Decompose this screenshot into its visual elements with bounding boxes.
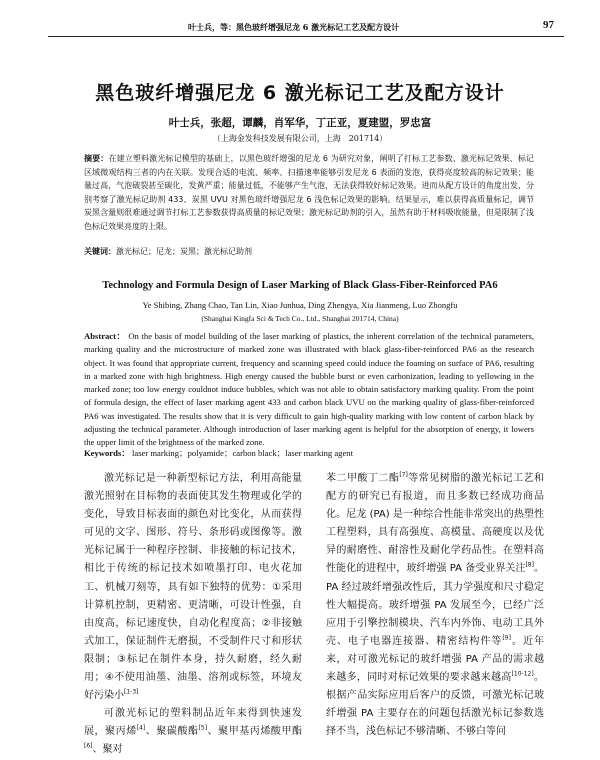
chinese-keywords-text: 激光标记；尼龙；炭黑；激光标记助剂 [116,247,252,256]
body-text: 。根据产品实际应用后客户的反馈，可激光标记玻纤增强 PA 主要存在的问题包括激光标记参数选择不当，浅色标记不够清晰、不够白等问 [326,672,545,738]
english-abstract [84,330,534,450]
running-header [48,14,564,37]
english-authors: Ye Shibing, Zhang Chao, Tan Lin, Xiao Junhua, Ding Zhengya, Xia Jianmeng, Luo Zhongfu [142,300,458,310]
citation-ref: [6] [84,743,93,751]
english-affiliation: (Shanghai Kingfa Sci & Tech Co., Ltd., Shanghai 201714, China) [201,314,399,323]
body-text: 、聚对 [92,744,123,756]
body-column-right [326,470,544,741]
chinese-abstract-label: 摘要： [84,154,109,163]
citation-ref: [1-3] [124,688,139,696]
chinese-authors: 叶士兵，张超，谭麟，肖军华，丁正亚，夏建盟，罗忠富 [168,117,432,129]
page-number: 97 [543,19,554,31]
body-text: 可激光标记的塑料制品近年来得到快速发展，聚丙烯 [84,708,302,738]
body-text: 等常见树脂的激光标记工艺和配方的研究已有报道，而且多数已经成功商品化。尼龙 (PA) 是一种综合性能非常突出的热塑性工程塑料，具有高强度、高模量、高硬度以及优异的耐磨性、耐溶性及耐化学药品性。在塑料高性能化的进程中，玻纤增强 PA 备受业界关注 [326,473,545,575]
body-text: 、聚甲基丙烯酸甲酯 [207,726,303,738]
body-column-left [84,470,302,760]
chinese-keywords [84,246,534,257]
citation-ref: [7] [399,471,408,479]
citation-ref: [5] [198,724,208,732]
body-paragraph [84,470,302,705]
chinese-affiliation: （上海金发科技发展有限公司，上海 201714） [212,134,388,143]
body-text: 、聚碳酸酯 [145,726,199,738]
english-keywords-text: laser marking；polyamide；carbon black；laser marking agent [132,448,353,458]
body-paragraph [326,470,544,741]
english-abstract-label: Abstract： [84,331,126,341]
english-keywords [84,447,534,459]
citation-ref: [8] [525,562,534,570]
body-text: 激光标记是一种新型标记方法，利用高能量激光照射在目标物的表面使其发生物理或化学的变化，导致目标表面的颜色对比变化，从而获得可见的文字、图形、符号、条形码或图像等。激光标记属于一种程序控制、非接触的标记技术，相比于传统的标记技术如喷墨打印、电火花加工、机械刀刻等，具有如下独特的优势：①采用计算机控制，更精密、更清晰，可设计性强，自由度高，标记速度快，自动化程度高；②非接触式加工，保证制件无磨损，不受制件尺寸和形状限制；③标记在制件本身，持久耐磨，经久耐用；④不使用油墨、油墨、溶剂或标签，环境友好污染小 [84,473,302,702]
citation-ref: [9] [502,634,511,642]
chinese-abstract [84,152,534,234]
chinese-title: 黑色玻纤增强尼龙 6 激光标记工艺及配方设计 [95,82,505,104]
english-title: Technology and Formula Design of Laser Marking of Black Glass-Fiber-Reinforced PA6 [102,280,498,291]
chinese-keywords-label: 关键词： [84,247,116,256]
chinese-abstract-text: 在建立塑料激光标记模型的基础上，以黑色玻纤增强的尼龙 6 为研究对象，阐明了打标工艺参数、激光标记效果、标记区域微观结构三者的内在关联。发现合适的电流、频率、扫描速率能够引发尼龙 6 表面的发泡，获得亮度较高的标记效果；能量过高，气泡破裂甚至碳化，发黄严重；能量过低，不能够产生气泡，无法获得较好标记效果。进而从配方设计的角度出发，分别考察了激光标记助剂 433、炭黑 UVU 对黑色玻纤增强尼龙 6 浅色标记效果的影响。结果显示，难以获得高质量标记，调节炭黑含量则很难通过调节打标工艺参数获得高质量的标记效果；激光标记助剂的引入，虽然有助于材料吸收能量，但是限制了浅色标记效果亮度的上限。 [84,154,535,231]
english-keywords-label: Keywords： [84,448,130,458]
citation-ref: [4] [136,724,146,732]
body-text: 。PA 经过玻纤增强改性后，其力学强度和尺寸稳定性大幅提高。玻纤增强 PA 发展至今，已经广泛应用于引擎控制模块、汽车内外饰、电动工具外壳、电子电器连接器、精密结构件等 [326,563,544,647]
body-text: 苯二甲酸丁二酯 [326,473,400,484]
citation-ref: [10-12] [511,670,534,678]
english-abstract-text: On the basis of model building of the laser marking of plastics, the inherent correlation of the technical parameters, marking quality and the microstructure of marked zone was illustrated with black glass-fiber-reinforced PA6 as the research object. It was found that appropriate current, frequency and scanning speed could induce the foaming on surface of PA6, resulting in a marked zone with high brightness. High energy caused the bubble burst or even carbonization, leading to yellowing in the marked zone; too low energy couldnot induce bubbles, which was not able to obtain satisfactory marking quality. From the point of formula design, the effect of laser marking agent 433 and carbon black UVU on the marking quality of glass-fiber-reinforced PA6 was investigated. The results show that it is very difficult to gain high-quality marking with low content of carbon black by adjusting the technical parameter. Although introduction of laser marking agent is helpful for the absorption of energy, it lowers the upper limit of the brightness of the marked zone. [84,331,535,448]
body-paragraph [84,705,302,759]
body-text: 。近年来，对可激光标记的玻纤增强 PA 产品的需求越来越多，同时对标记效果的要求越来越高 [326,635,545,684]
running-title: 叶士兵，等：黑色玻纤增强尼龙 6 激光标记工艺及配方设计 [188,22,400,32]
